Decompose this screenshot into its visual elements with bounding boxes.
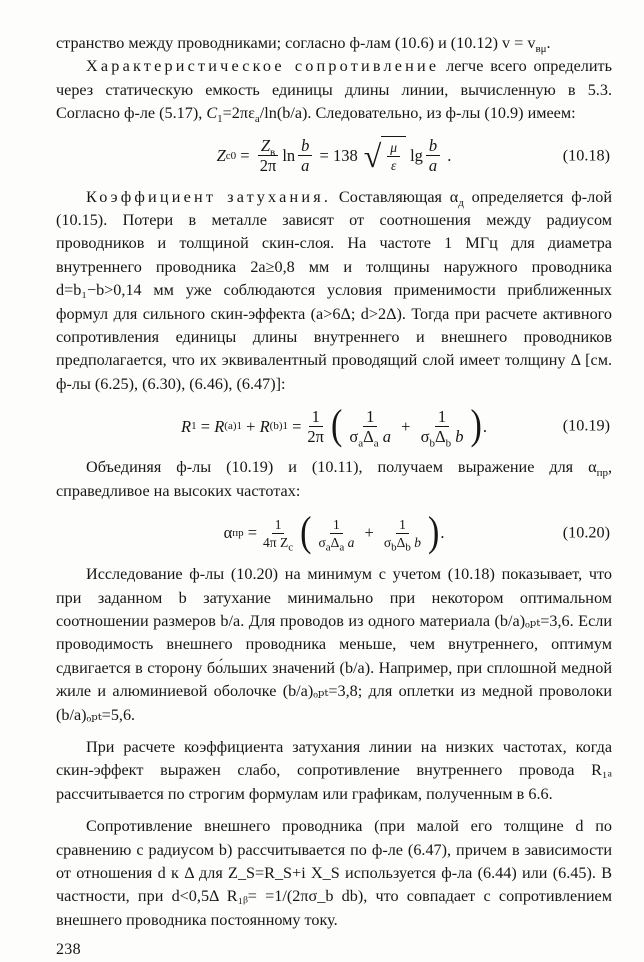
para-4: Объединяя ф-лы (10.19) и (10.11), получаем выражение для $\alpha_{пр}$, справедливое на высоких частотах: [56, 458, 612, 500]
formula-10-18: Z c0 = $Z_в$ 2π ln b a = 138 √ μ ε lg b a . (10.18) [216, 136, 610, 176]
para-2: Характеристическое сопротивление легче всего определить через статическую емкость единицы длины линии, вычисленную в 5.3. Согласно ф-ле (5.17), $C_1=2\pi\varepsilon_a/\ln(b/a)$. Следовательно, из ф-лы (10.9) имеем: [56, 57, 612, 126]
heading-attenuation: Коэффициент затухания. [86, 187, 332, 206]
page-number: 238 [56, 941, 81, 959]
formula-number: (10.20) [562, 523, 610, 542]
para-7: Сопротивление внешнего проводника (при малой его толщине d по сравнению с радиусом b) рассчитывается по ф-ле (6.47), причем в зависимости от отношения d к Δ для Z_S=R_S+i X_S используется ф-ла (6.44) или (6.45). В частности, при d<0,5Δ R₁ᵦ= =1/(2πσ_b db), что совпадает с сопротивлением внешнего проводника постоянному току. [56, 817, 612, 929]
para-6: При расчете коэффициента затухания линии на низких частотах, когда скин-эффект выражен слабо, сопротивление внутреннего провода R₁ₐ рассчитывается по строгим формулам или графикам, полученным в 6.6. [56, 737, 612, 803]
formula-10-20: α пр = 1 4π $Z_c$ ( 1 $\sigma_a\Delta_a$ a + 1 $\sigma_b\Delta_b$ b ) . (10.20) [223, 509, 610, 556]
formula-number: (10.19) [562, 416, 610, 435]
formula-10-19: R 1 = R (a) 1 + R (b) 1 = 1 2π ( 1 $\sigma_a\Delta_a$ a + 1 $\sigma_b\Delta_b$ b ) . (10.19) [181, 402, 610, 450]
para-5: Исследование ф-лы (10.20) на минимум с учетом (10.18) показывает, что при заданном b затухание минимально при некотором оптимальном соотношении размеров b/a. Для проводов из одного материала (b/a)ₒₚₜ=3,6. Если проводимость внешнего проводника меньше, чем внутреннего, оптимум сдвигается в сторону бо́льших значений (b/a). Например, при сплошной медной жиле и алюминиевой оболочке (b/a)ₒₚₜ=3,8; для оплетки из медной проволоки (b/a)ₒₚₜ=5,6. [56, 565, 612, 724]
formula-number: (10.18) [562, 145, 610, 164]
para-1: странство между проводниками; согласно ф-лам (10.6) и (10.12) $v = v_{в\mu}$. [56, 34, 551, 56]
heading-characteristic-impedance: Характеристическое сопротивление [86, 57, 440, 76]
para-3: Коэффициент затухания. Составляющая $\alpha_д$ определяется ф-лой (10.15). Потери в металле зависят от соотношения между радиусом проводников и толщиной скин-слоя. На частоте 1 МГц для диаметра внутреннего проводника 2a≥0,8 мм и толщины наружного проводника d=b₁−b>0,14 мм уже соблюдаются условия применимости приближенных формул для сильного скин-эффекта (a>6Δ; d>2Δ). Тогда при расчете активного сопротивления единицы длины внутреннего и внешнего проводников предполагается, что их эквивалентный проводящий слой имеет толщину Δ [см. ф-лы (6.25), (6.30), (6.46), (6.47)]: [56, 187, 612, 393]
